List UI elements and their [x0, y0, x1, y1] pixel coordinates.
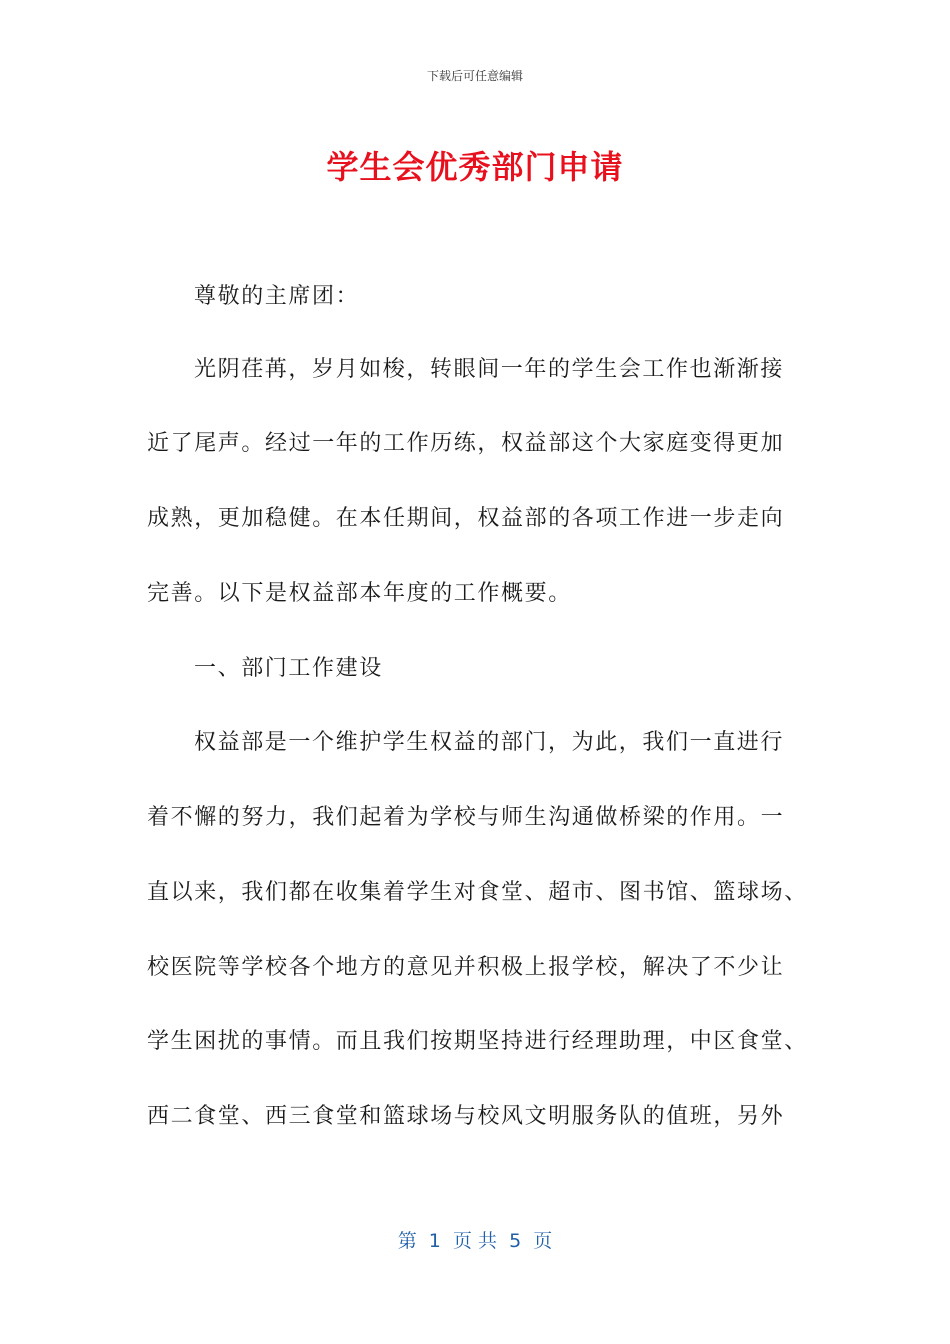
body-line: 直以来，我们都在收集着学生对食堂、超市、图书馆、篮球场、	[147, 880, 808, 905]
body-line: 着不懈的努力，我们起着为学校与师生沟通做桥梁的作用。一	[147, 805, 785, 830]
body-line: 学生困扰的事情。而且我们按期坚持进行经理助理，中区食堂、	[147, 1029, 808, 1054]
body-line: 完善。以下是权益部本年度的工作概要。	[147, 581, 572, 606]
body-line: 近了尾声。经过一年的工作历练，权益部这个大家庭变得更加	[147, 431, 785, 456]
body-line: 权益部是一个维护学生权益的部门，为此，我们一直进行	[194, 730, 785, 755]
header-note: 下载后可任意编辑	[426, 69, 523, 83]
salutation: 尊敬的主席团：	[194, 284, 360, 309]
body-line: 成熟，更加稳健。在本任期间，权益部的各项工作进一步走向	[147, 506, 785, 531]
document-title: 学生会优秀部门申请	[326, 148, 624, 186]
body-line: 校医院等学校各个地方的意见并积极上报学校，解决了不少让	[147, 955, 785, 980]
page-footer: 第 1 页 共 5 页	[397, 1230, 553, 1252]
section-heading: 一、部门工作建设	[194, 656, 383, 681]
body-line: 西二食堂、西三食堂和篮球场与校风文明服务队的值班，另外	[147, 1104, 785, 1129]
body-line: 光阴荏苒，岁月如梭，转眼间一年的学生会工作也渐渐接	[194, 357, 785, 382]
